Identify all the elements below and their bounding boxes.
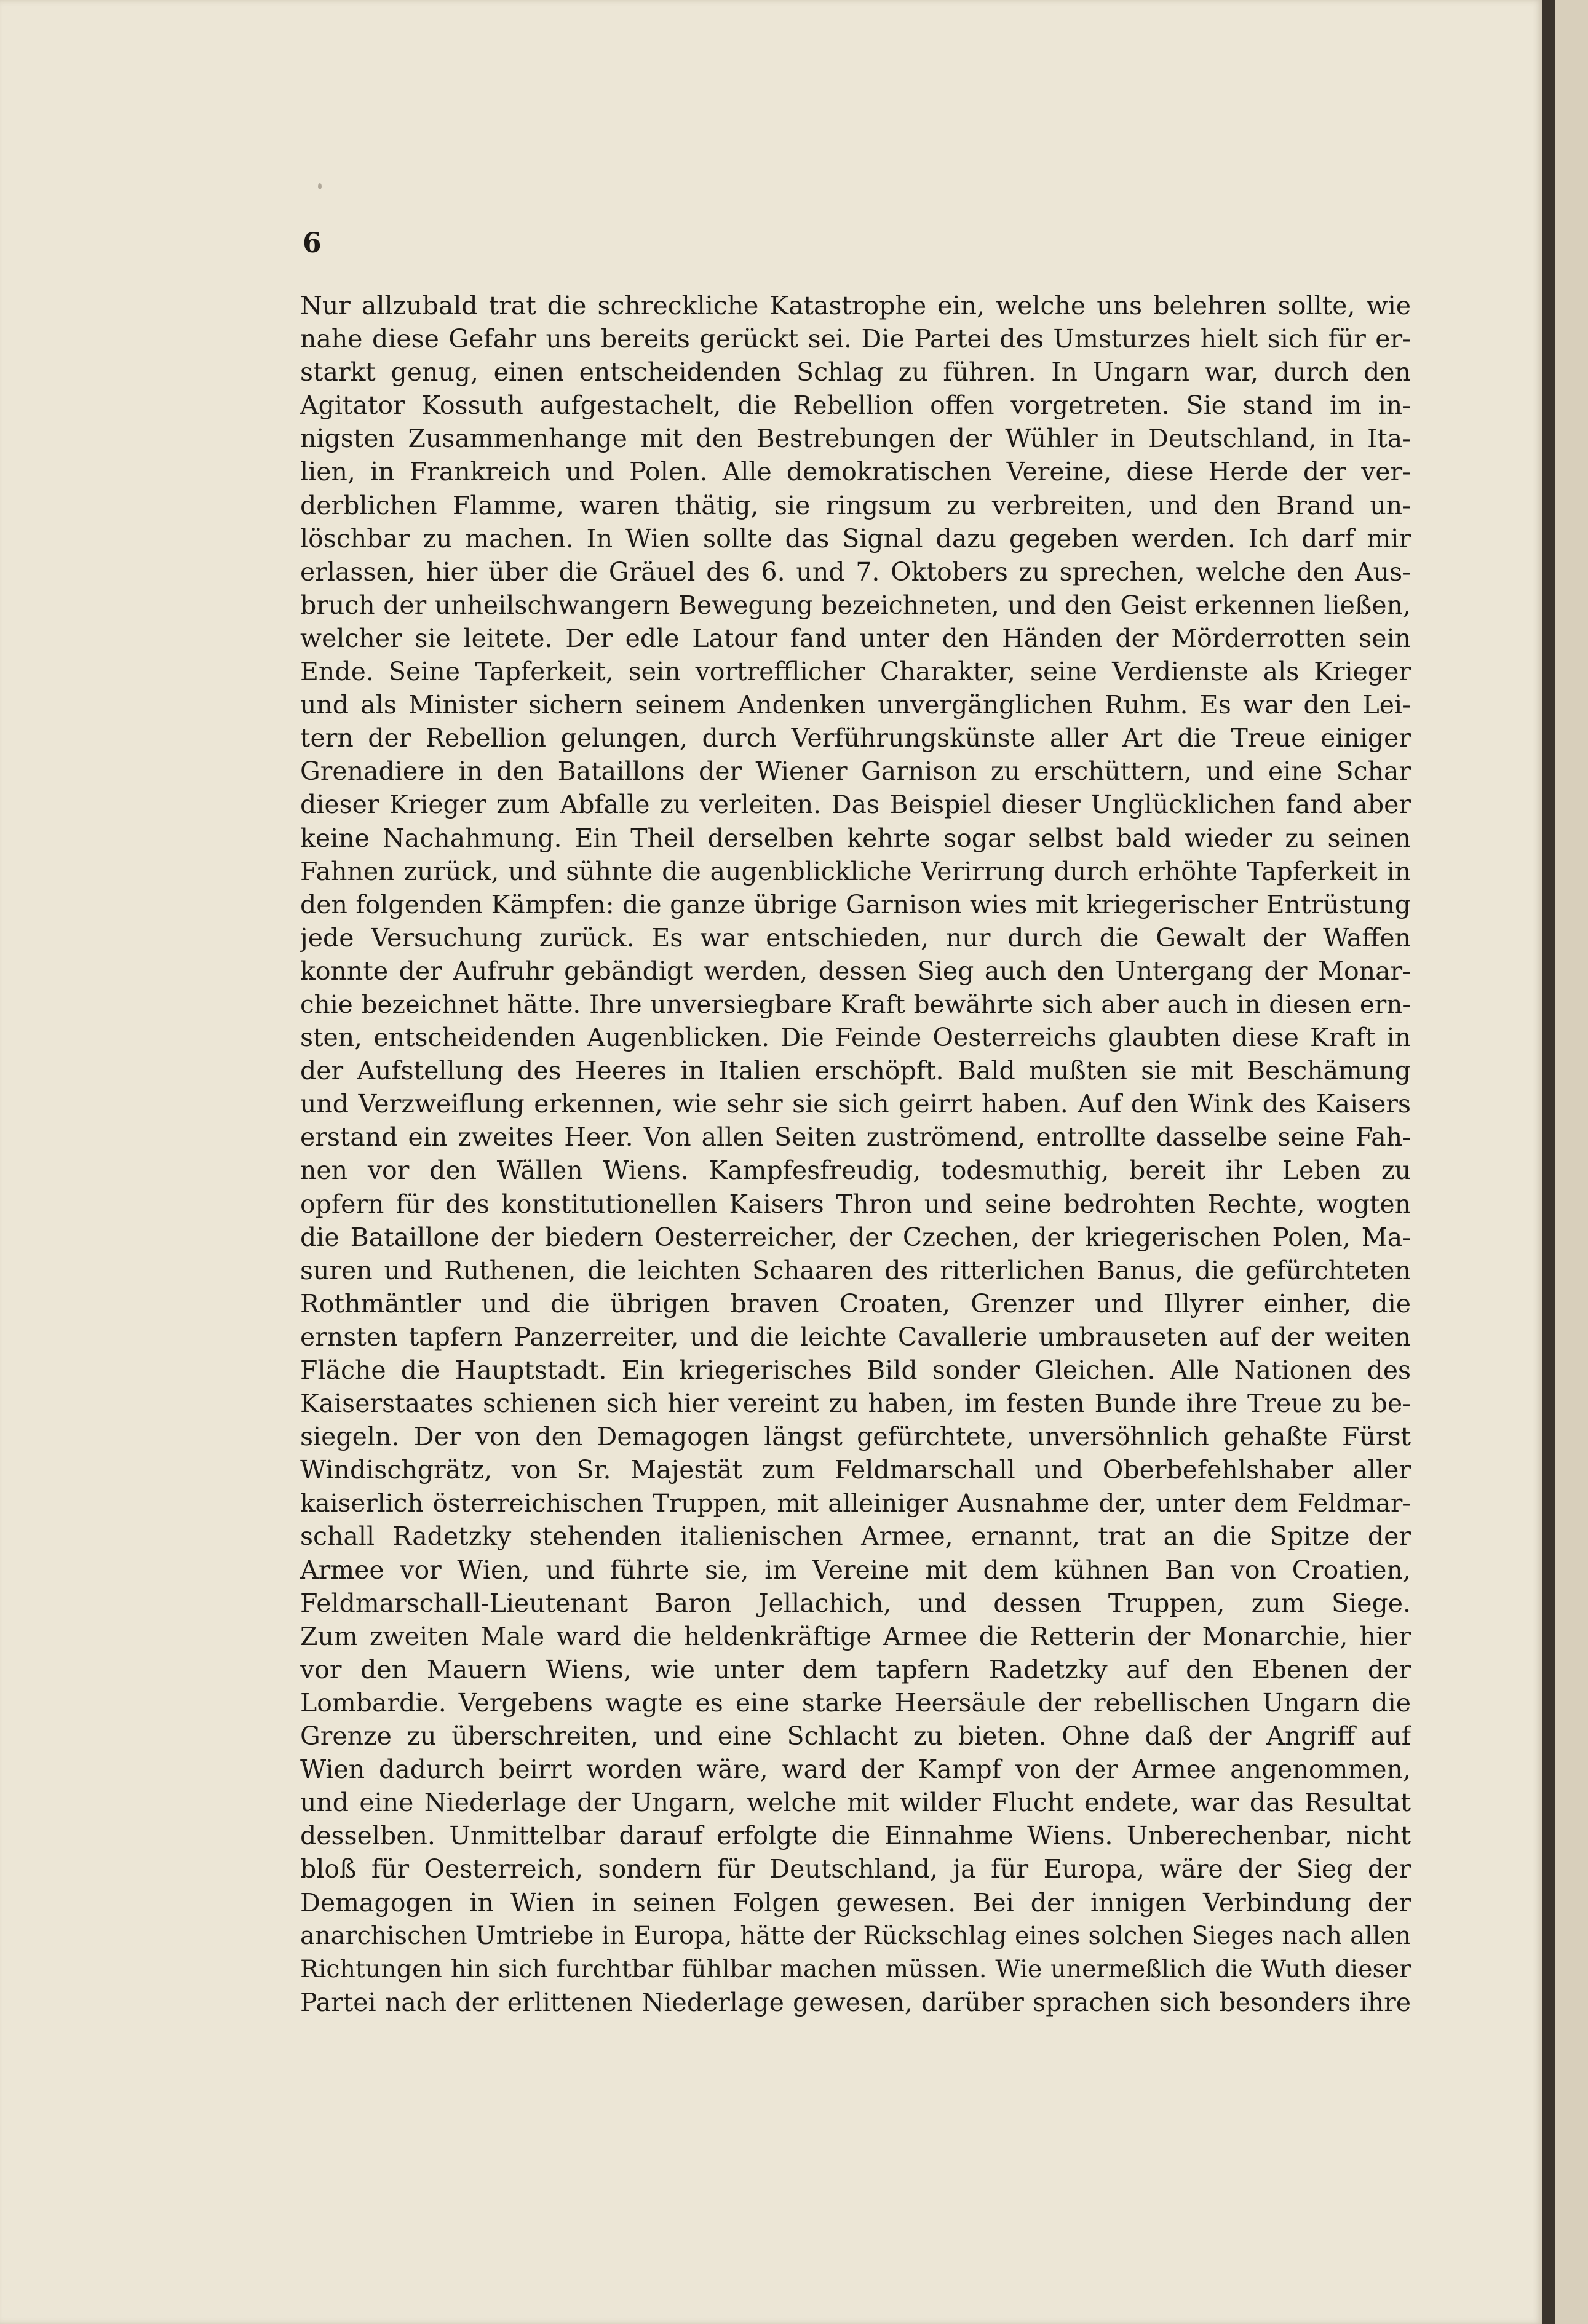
text-line: erlassen, hier über die Gräuel des 6. und 7. Oktobers zu sprechen, welche den Aus- bbox=[300, 557, 1411, 587]
text-line: und Verzweiflung erkennen, wie sehr sie sich geirrt haben. Auf den Wink des Kaisers bbox=[300, 1089, 1411, 1119]
adjacent-page-edge bbox=[1555, 0, 1588, 2324]
body-text bbox=[300, 289, 1411, 2019]
text-line: Wien dadurch beirrt worden wäre, ward der Kampf von der Armee angenommen, bbox=[300, 1755, 1411, 1785]
text-line: nahe diese Gefahr uns bereits gerückt sei. Die Partei des Umsturzes hielt sich für er- bbox=[300, 324, 1411, 354]
text-line: suren und Ruthenen, die leichten Schaaren des ritterlichen Banus, die gefürchteten bbox=[300, 1255, 1411, 1285]
text-line: Rothmäntler und die übrigen braven Croaten, Grenzer und Illyrer einher, die bbox=[300, 1288, 1411, 1319]
text-line: lien, in Frankreich und Polen. Alle demokratischen Vereine, diese Herde der ver- bbox=[300, 457, 1411, 487]
text-line: ernsten tapfern Panzerreiter, und die leichte Cavallerie umbrauseten auf der weiten bbox=[300, 1322, 1411, 1352]
text-line: Grenze zu überschreiten, und eine Schlacht zu bieten. Ohne daß der Angriff auf bbox=[300, 1721, 1411, 1751]
text-line: siegeln. Der von den Demagogen längst gefürchtete, unversöhnlich gehaßte Fürst bbox=[300, 1422, 1411, 1452]
text-line: und eine Niederlage der Ungarn, welche mit wilder Flucht endete, war das Resultat bbox=[300, 1788, 1411, 1818]
text-line: Windischgrätz, von Sr. Majestät zum Feldmarschall und Oberbefehlshaber aller bbox=[300, 1455, 1411, 1485]
text-line: anarchischen Umtriebe in Europa, hätte der Rückschlag eines solchen Sieges nach allen bbox=[300, 1921, 1411, 1950]
text-line: Nur allzubald trat die schreckliche Katastrophe ein, welche uns belehren sollte, wie bbox=[300, 291, 1411, 320]
page-edge-shadow bbox=[1542, 0, 1555, 2324]
text-line: Demagogen in Wien in seinen Folgen gewesen. Bei der innigen Verbindung der bbox=[300, 1887, 1411, 1917]
text-line: Grenadiere in den Bataillons der Wiener Garnison zu erschüttern, und eine Schar bbox=[300, 756, 1411, 787]
text-line: Agitator Kossuth aufgestachelt, die Rebellion offen vorgetreten. Sie stand im in- bbox=[300, 391, 1411, 421]
text-line: chie bezeichnet hätte. Ihre unversiegbare Kraft bewährte sich aber auch in diesen ern- bbox=[300, 989, 1411, 1019]
text-line: konnte der Aufruhr gebändigt werden, dessen Sieg auch den Untergang der Monar- bbox=[300, 956, 1411, 986]
text-line: sten, entscheidenden Augenblicken. Die Feinde Oesterreichs glaubten diese Kraft in bbox=[300, 1023, 1411, 1053]
page-number: 6 bbox=[303, 228, 322, 259]
text-line: und als Minister sichern seinem Andenken unvergänglichen Ruhm. Es war den Lei- bbox=[300, 690, 1411, 720]
text-line: schall Radetzky stehenden italienischen Armee, ernannt, trat an die Spitze der bbox=[300, 1521, 1411, 1552]
paper-smudge bbox=[318, 183, 322, 189]
text-line: welcher sie leitete. Der edle Latour fand unter den Händen der Mörderrotten sein bbox=[300, 623, 1411, 653]
text-line: Ende. Seine Tapferkeit, sein vortrefflicher Charakter, seine Verdienste als Krieger bbox=[300, 657, 1411, 687]
text-line: erstand ein zweites Heer. Von allen Seiten zuströmend, entrollte dasselbe seine Fah- bbox=[300, 1122, 1411, 1152]
text-line: nen vor den Wällen Wiens. Kampfesfreudig, todesmuthig, bereit ihr Leben zu bbox=[300, 1156, 1411, 1186]
text-line: derblichen Flamme, waren thätig, sie ringsum zu verbreiten, und den Brand un- bbox=[300, 490, 1411, 520]
text-line: vor den Mauern Wiens, wie unter dem tapfern Radetzky auf den Ebenen der bbox=[300, 1654, 1411, 1684]
text-line: kaiserlich österreichischen Truppen, mit alleiniger Ausnahme der, unter dem Feldmar- bbox=[300, 1488, 1411, 1518]
text-line: tern der Rebellion gelungen, durch Verführungskünste aller Art die Treue einiger bbox=[300, 723, 1411, 753]
text-line: den folgenden Kämpfen: die ganze übrige Garnison wies mit kriegerischer Entrüstung bbox=[300, 889, 1411, 919]
text-line: nigsten Zusammenhange mit den Bestrebungen der Wühler in Deutschland, in Ita- bbox=[300, 424, 1411, 454]
text-line: Armee vor Wien, und führte sie, im Vereine mit dem kühnen Ban von Croatien, bbox=[300, 1555, 1411, 1585]
text-line: Zum zweiten Male ward die heldenkräftige Armee die Retterin der Monarchie, hier bbox=[300, 1621, 1411, 1651]
text-line: Richtungen hin sich furchtbar fühlbar machen müssen. Wie unermeßlich die Wuth dieser bbox=[300, 1954, 1411, 1983]
text-line: jede Versuchung zurück. Es war entschieden, nur durch die Gewalt der Waffen bbox=[300, 922, 1411, 953]
text-line: opfern für des konstitutionellen Kaisers Thron und seine bedrohten Rechte, wogten bbox=[300, 1189, 1411, 1219]
text-line: dieser Krieger zum Abfalle zu verleiten. Das Beispiel dieser Unglücklichen fand aber bbox=[300, 790, 1411, 820]
text-line: starkt genug, einen entscheidenden Schlag zu führen. In Ungarn war, durch den bbox=[300, 357, 1411, 387]
text-line: Kaiserstaates schienen sich hier vereint zu haben, im festen Bunde ihre Treue zu be- bbox=[300, 1389, 1411, 1419]
text-line: Fläche die Hauptstadt. Ein kriegerisches Bild sonder Gleichen. Alle Nationen des bbox=[300, 1355, 1411, 1385]
text-line: Lombardie. Vergebens wagte es eine starke Heersäule der rebellischen Ungarn die bbox=[300, 1687, 1411, 1718]
text-line: bloß für Oesterreich, sondern für Deutschland, ja für Europa, wäre der Sieg der bbox=[300, 1854, 1411, 1884]
text-line: Partei nach der erlittenen Niederlage gewesen, darüber sprachen sich besonders ihre bbox=[300, 1987, 1411, 2017]
text-line: bruch der unheilschwangern Bewegung bezeichneten, und den Geist erkennen ließen, bbox=[300, 590, 1411, 620]
text-line: desselben. Unmittelbar darauf erfolgte die Einnahme Wiens. Unberechenbar, nicht bbox=[300, 1821, 1411, 1851]
text-line: der Aufstellung des Heeres in Italien erschöpft. Bald mußten sie mit Beschämung bbox=[300, 1056, 1411, 1086]
text-line: Fahnen zurück, und sühnte die augenblickliche Verirrung durch erhöhte Tapferkeit in bbox=[300, 856, 1411, 886]
text-line: Feldmarschall-Lieutenant Baron Jellachich, und dessen Truppen, zum Siege. bbox=[300, 1588, 1411, 1618]
text-line: löschbar zu machen. In Wien sollte das Signal dazu gegeben werden. Ich darf mir bbox=[300, 523, 1411, 553]
text-line: keine Nachahmung. Ein Theil derselben kehrte sogar selbst bald wieder zu seinen bbox=[300, 823, 1411, 853]
text-line: die Bataillone der biedern Oesterreicher, der Czechen, der kriegerischen Polen, Ma- bbox=[300, 1222, 1411, 1252]
